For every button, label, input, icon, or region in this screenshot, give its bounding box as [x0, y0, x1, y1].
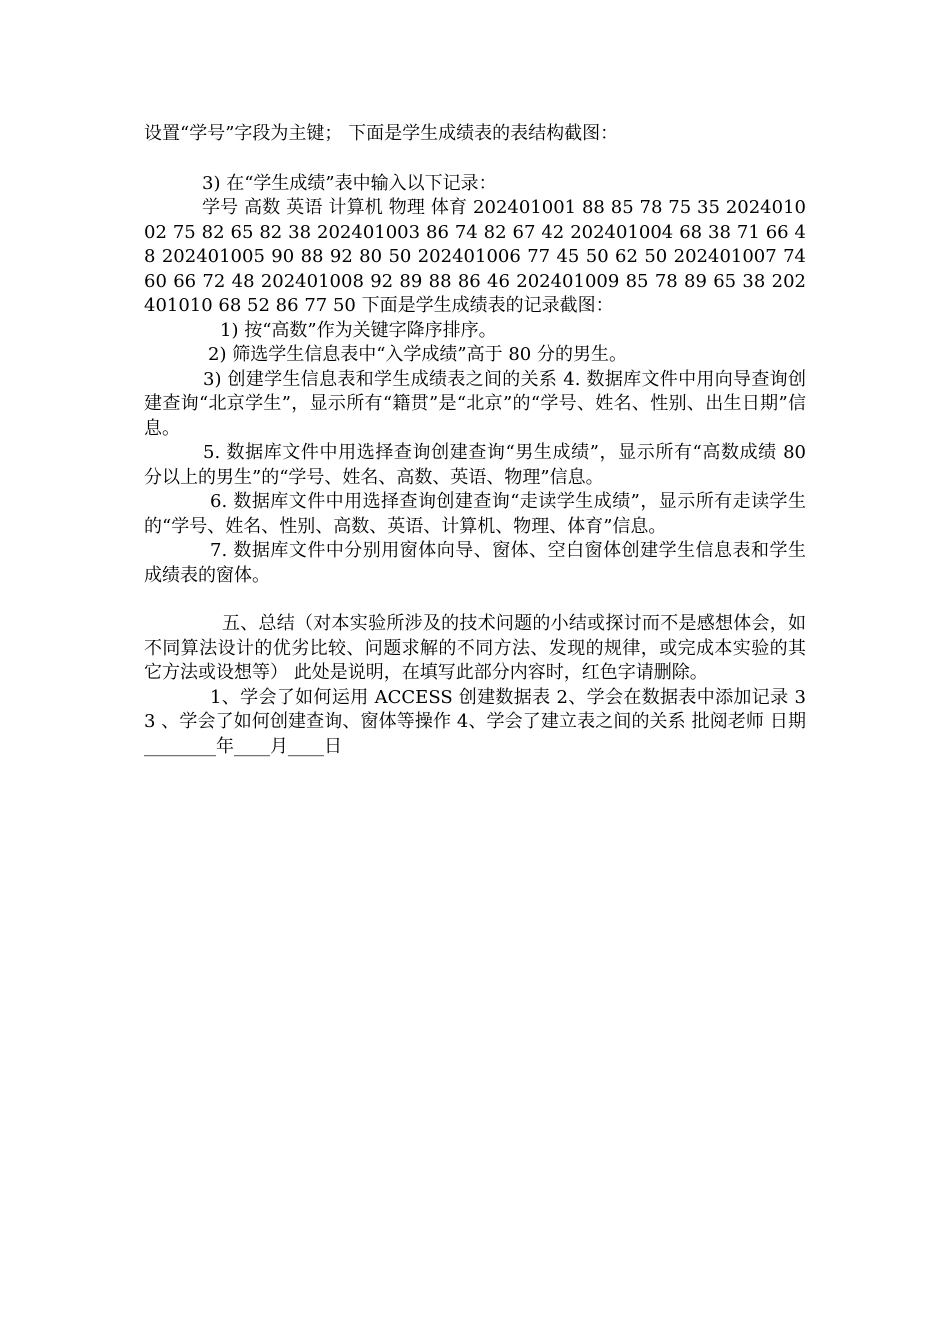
paragraph-records-data: 学号 高数 英语 计算机 物理 体育 202401001 88 85 78 75 35 202401002 75 82 65 82 38 202401003 86 74 82 67 42 202401004 68 38 71 66 48 202401005 90 88 92 80 50 202401006 77 45 50 62 50 202401007 74 60 66 72 48 202401008 92 89 88 86 46 202401009 85 78 89 65 38 202401010 68 52 86 77 50 下面是学生成绩表的记录截图： [144, 197, 806, 316]
paragraph-query6: 6. 数据库文件中用选择查询创建查询“走读学生成绩”，显示所有走读学生的“学号、姓名、性别、高数、英语、计算机、物理、体育”信息。 [144, 491, 806, 537]
paragraph-summary-heading: 五、总结（对本实验所涉及的技术问题的小结或探讨而不是感想体会，如不同算法设计的优劣比较、问题求解的不同方法、发现的规律，或完成本实验的其它方法或设想等） 此处是说明，在填写此部分内容时，红色字请删除。 [144, 613, 806, 683]
paragraph-forms7: 7. 数据库文件中分别用窗体向导、窗体、空白窗体创建学生信息表和学生成绩表的窗体。 [144, 540, 806, 586]
paragraph-sort-step: 1) 按“高数”作为关键字降序排序。 [220, 319, 497, 341]
paragraph-query5: 5. 数据库文件中用选择查询创建查询“男生成绩”，显示所有“高数成绩 80 分以上的男生”的“学号、姓名、高数、英语、物理”信息。 [144, 442, 806, 488]
document-page [144, 122, 806, 759]
paragraph-summary-items: 1、学会了如何运用 ACCESS 创建数据表 2、学会在数据表中添加记录 3 3 、学会了如何创建查询、窗体等操作 4、学会了建立表之间的关系 批阅老师 日期 ________年____月____日 [144, 686, 806, 757]
paragraph-primary-key: 设置“学号”字段为主键； 下面是学生成绩表的表结构截图： [144, 123, 619, 144]
paragraph-relationship-and-query4: 3) 创建学生信息表和学生成绩表之间的关系 4. 数据库文件中用向导查询创建查询“北京学生”，显示所有“籍贯”是“北京”的“学号、姓名、性别、出生日期”信息。 [144, 368, 806, 439]
paragraph-input-records-heading: 3) 在“学生成绩”表中输入以下记录： [202, 172, 497, 194]
paragraph-filter-step: 2) 筛选学生信息表中“入学成绩”高于 80 分的男生。 [208, 344, 627, 365]
